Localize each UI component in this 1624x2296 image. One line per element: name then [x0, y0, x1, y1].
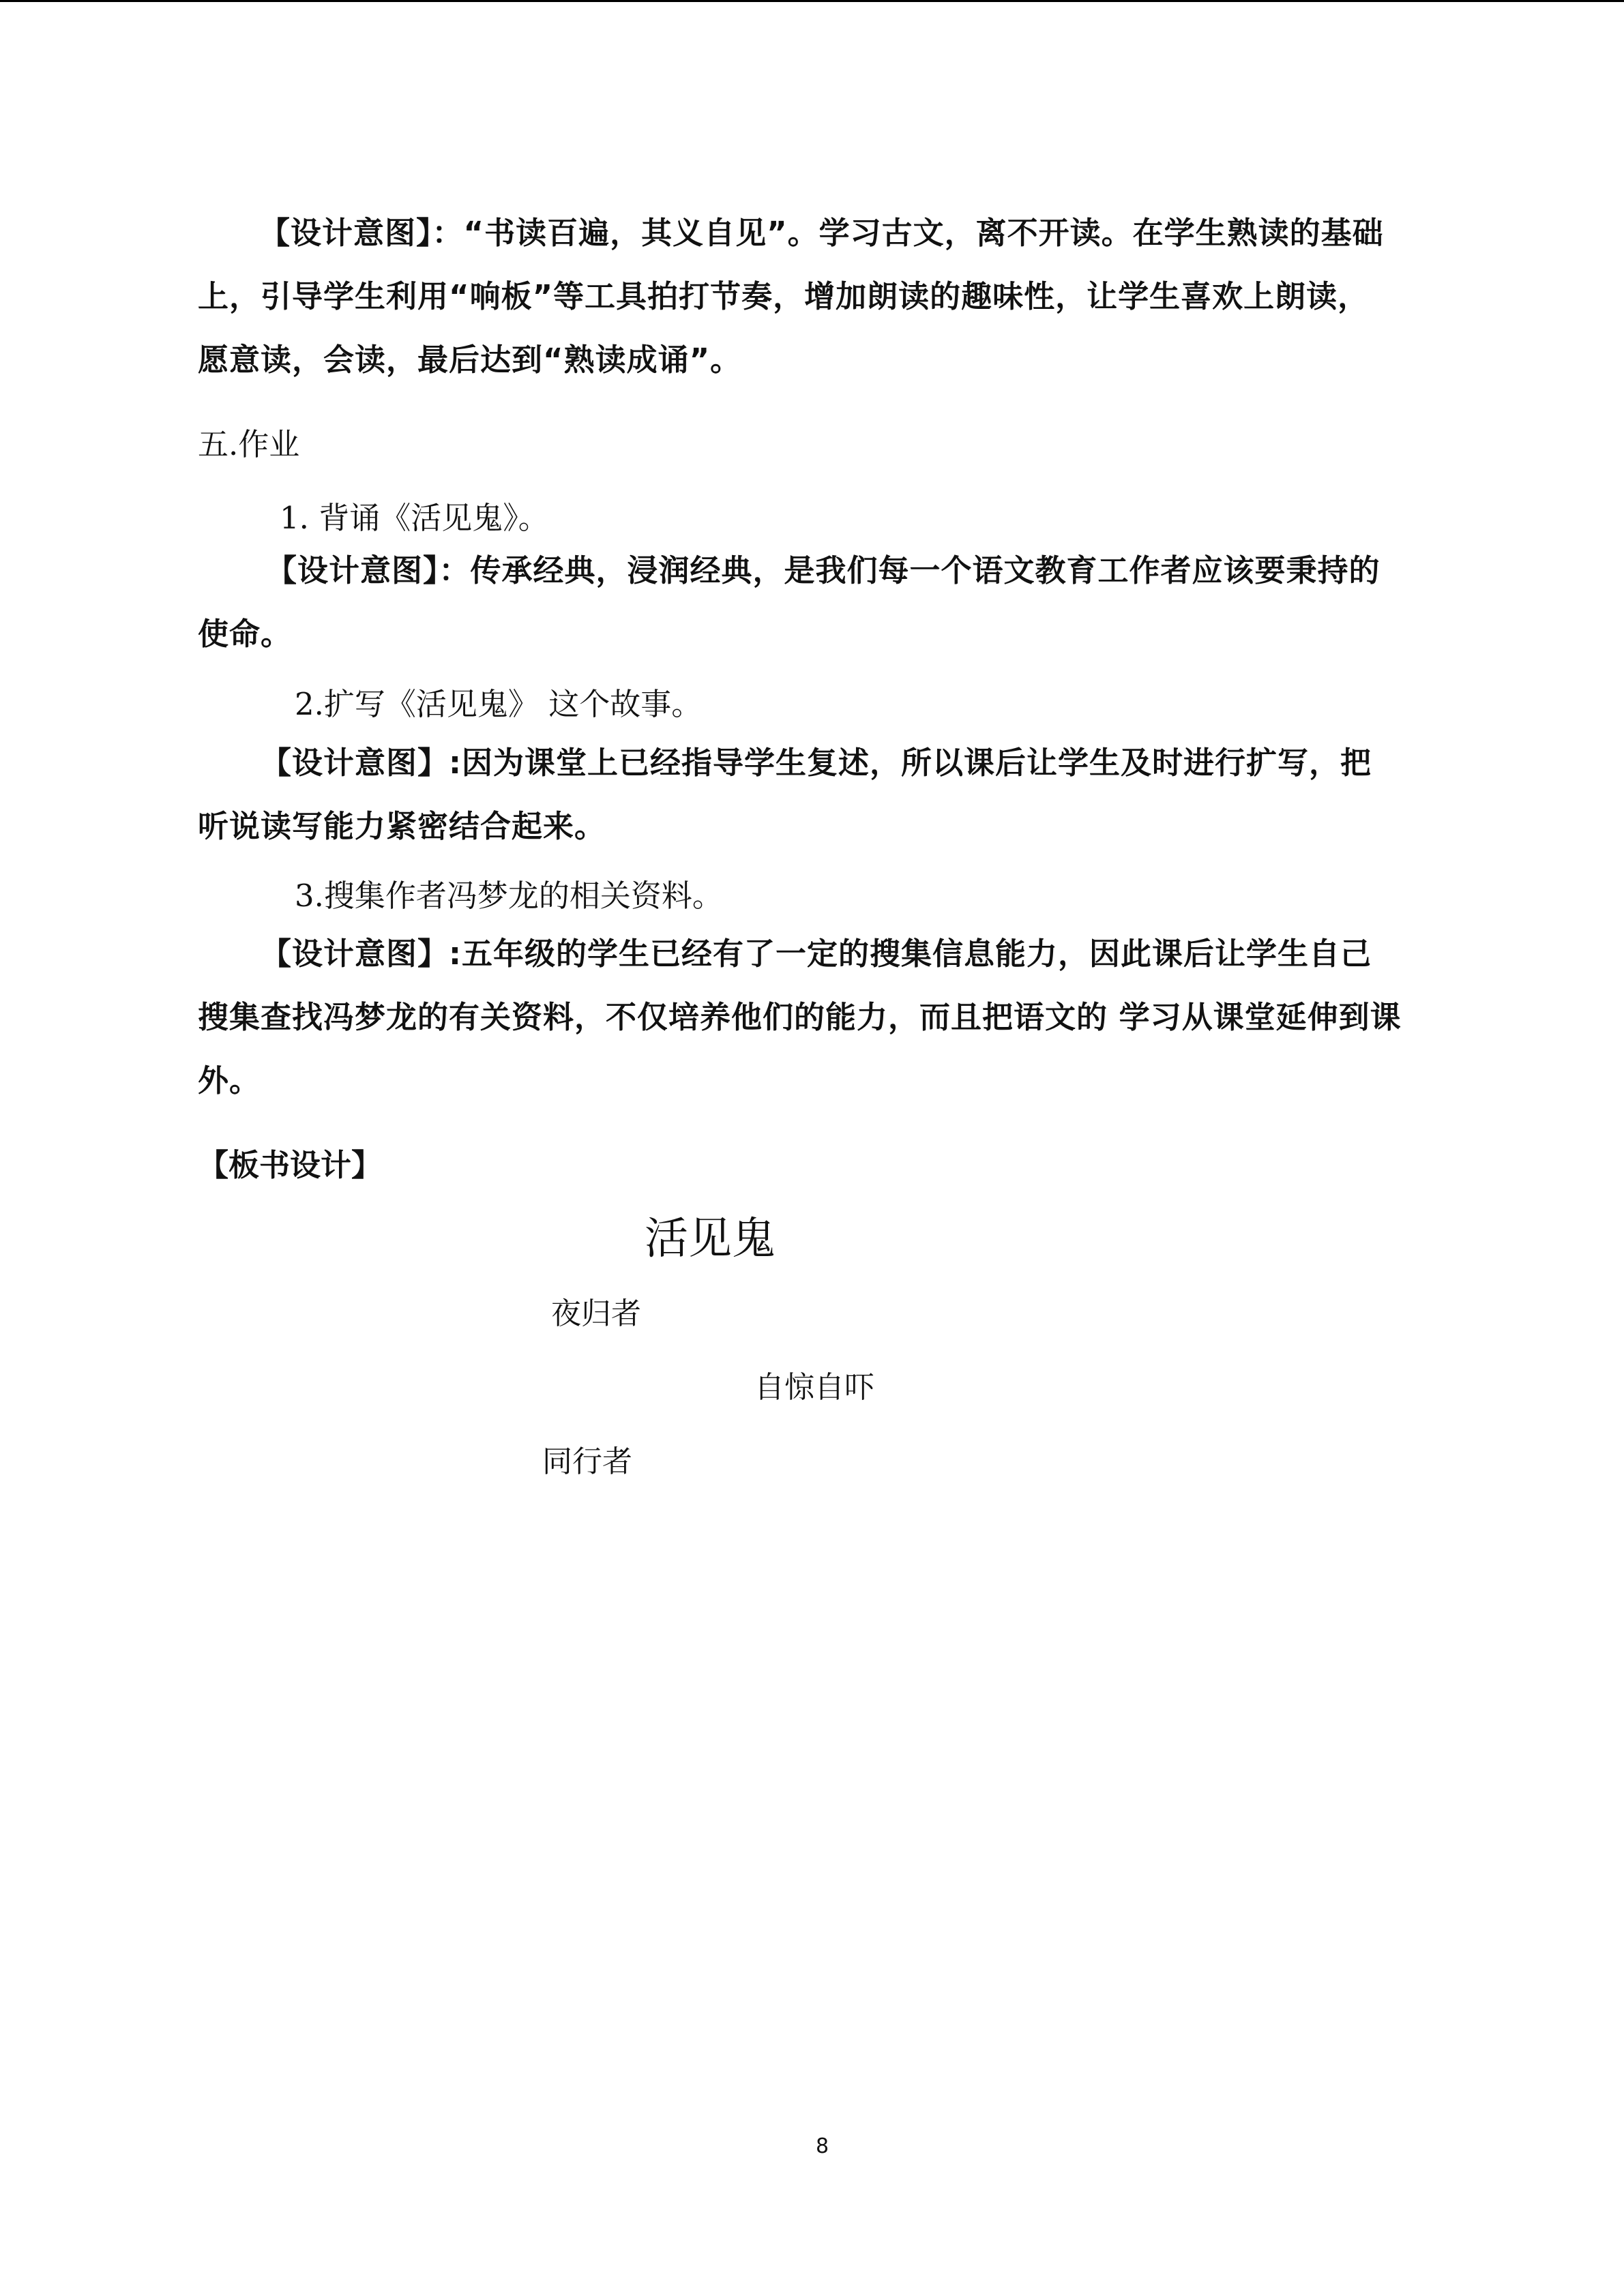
paragraph-line: 【设计意图】:因为课堂上已经指导学生复述，所以课后让学生及时进行扩写，把: [261, 745, 1372, 781]
board-item-night-walker: 夜归者: [551, 1296, 641, 1331]
paragraph-line: 搜集查找冯梦龙的有关资料，不仅培养他们的能力，而且把语文的 学习从课堂延伸到课: [198, 999, 1402, 1035]
paragraph-line: 【设计意图】：传承经典，浸润经典，是我们每一个语文教育工作者应该要秉持的: [266, 552, 1381, 588]
design-intent-paragraph-3: [198, 731, 1453, 858]
homework-item-3: 3.搜集作者冯梦龙的相关资料。: [295, 878, 723, 914]
paragraph-line: 上，引导学生利用“响板”等工具拍打节奏，增加朗读的趣味性，让学生喜欢上朗读，: [198, 278, 1370, 314]
page-top-border: [0, 0, 1624, 2]
paragraph-line: 愿意读，会读，最后达到“熟读成诵”。: [198, 342, 742, 378]
design-intent-paragraph-2: [198, 539, 1453, 666]
design-intent-paragraph-1: [198, 201, 1453, 391]
board-title: 活见鬼: [645, 1214, 776, 1264]
board-item-self-scared: 自惊自吓: [754, 1370, 874, 1405]
page-number: 8: [816, 2134, 829, 2158]
paragraph-line: 使命。: [198, 616, 293, 652]
design-intent-paragraph-4: [198, 922, 1453, 1112]
paragraph-line: 【设计意图】：“书读百遍，其义自见”。学习古文，离不开读。在学生熟读的基础: [259, 215, 1384, 251]
board-item-companion: 同行者: [542, 1444, 632, 1479]
paragraph-line: 听说读写能力紧密结合起来。: [198, 808, 606, 844]
board-design-heading: 【板书设计】: [198, 1147, 383, 1183]
paragraph-line: 外。: [198, 1062, 261, 1099]
homework-item-1: 1. 背诵《活见鬼》。: [280, 500, 549, 536]
paragraph-line: 【设计意图】:五年级的学生已经有了一定的搜集信息能力，因此课后让学生自己: [261, 936, 1372, 972]
section-heading-homework: 五.作业: [198, 426, 300, 462]
homework-item-2: 2.扩写《活见鬼》 这个故事。: [295, 686, 703, 722]
